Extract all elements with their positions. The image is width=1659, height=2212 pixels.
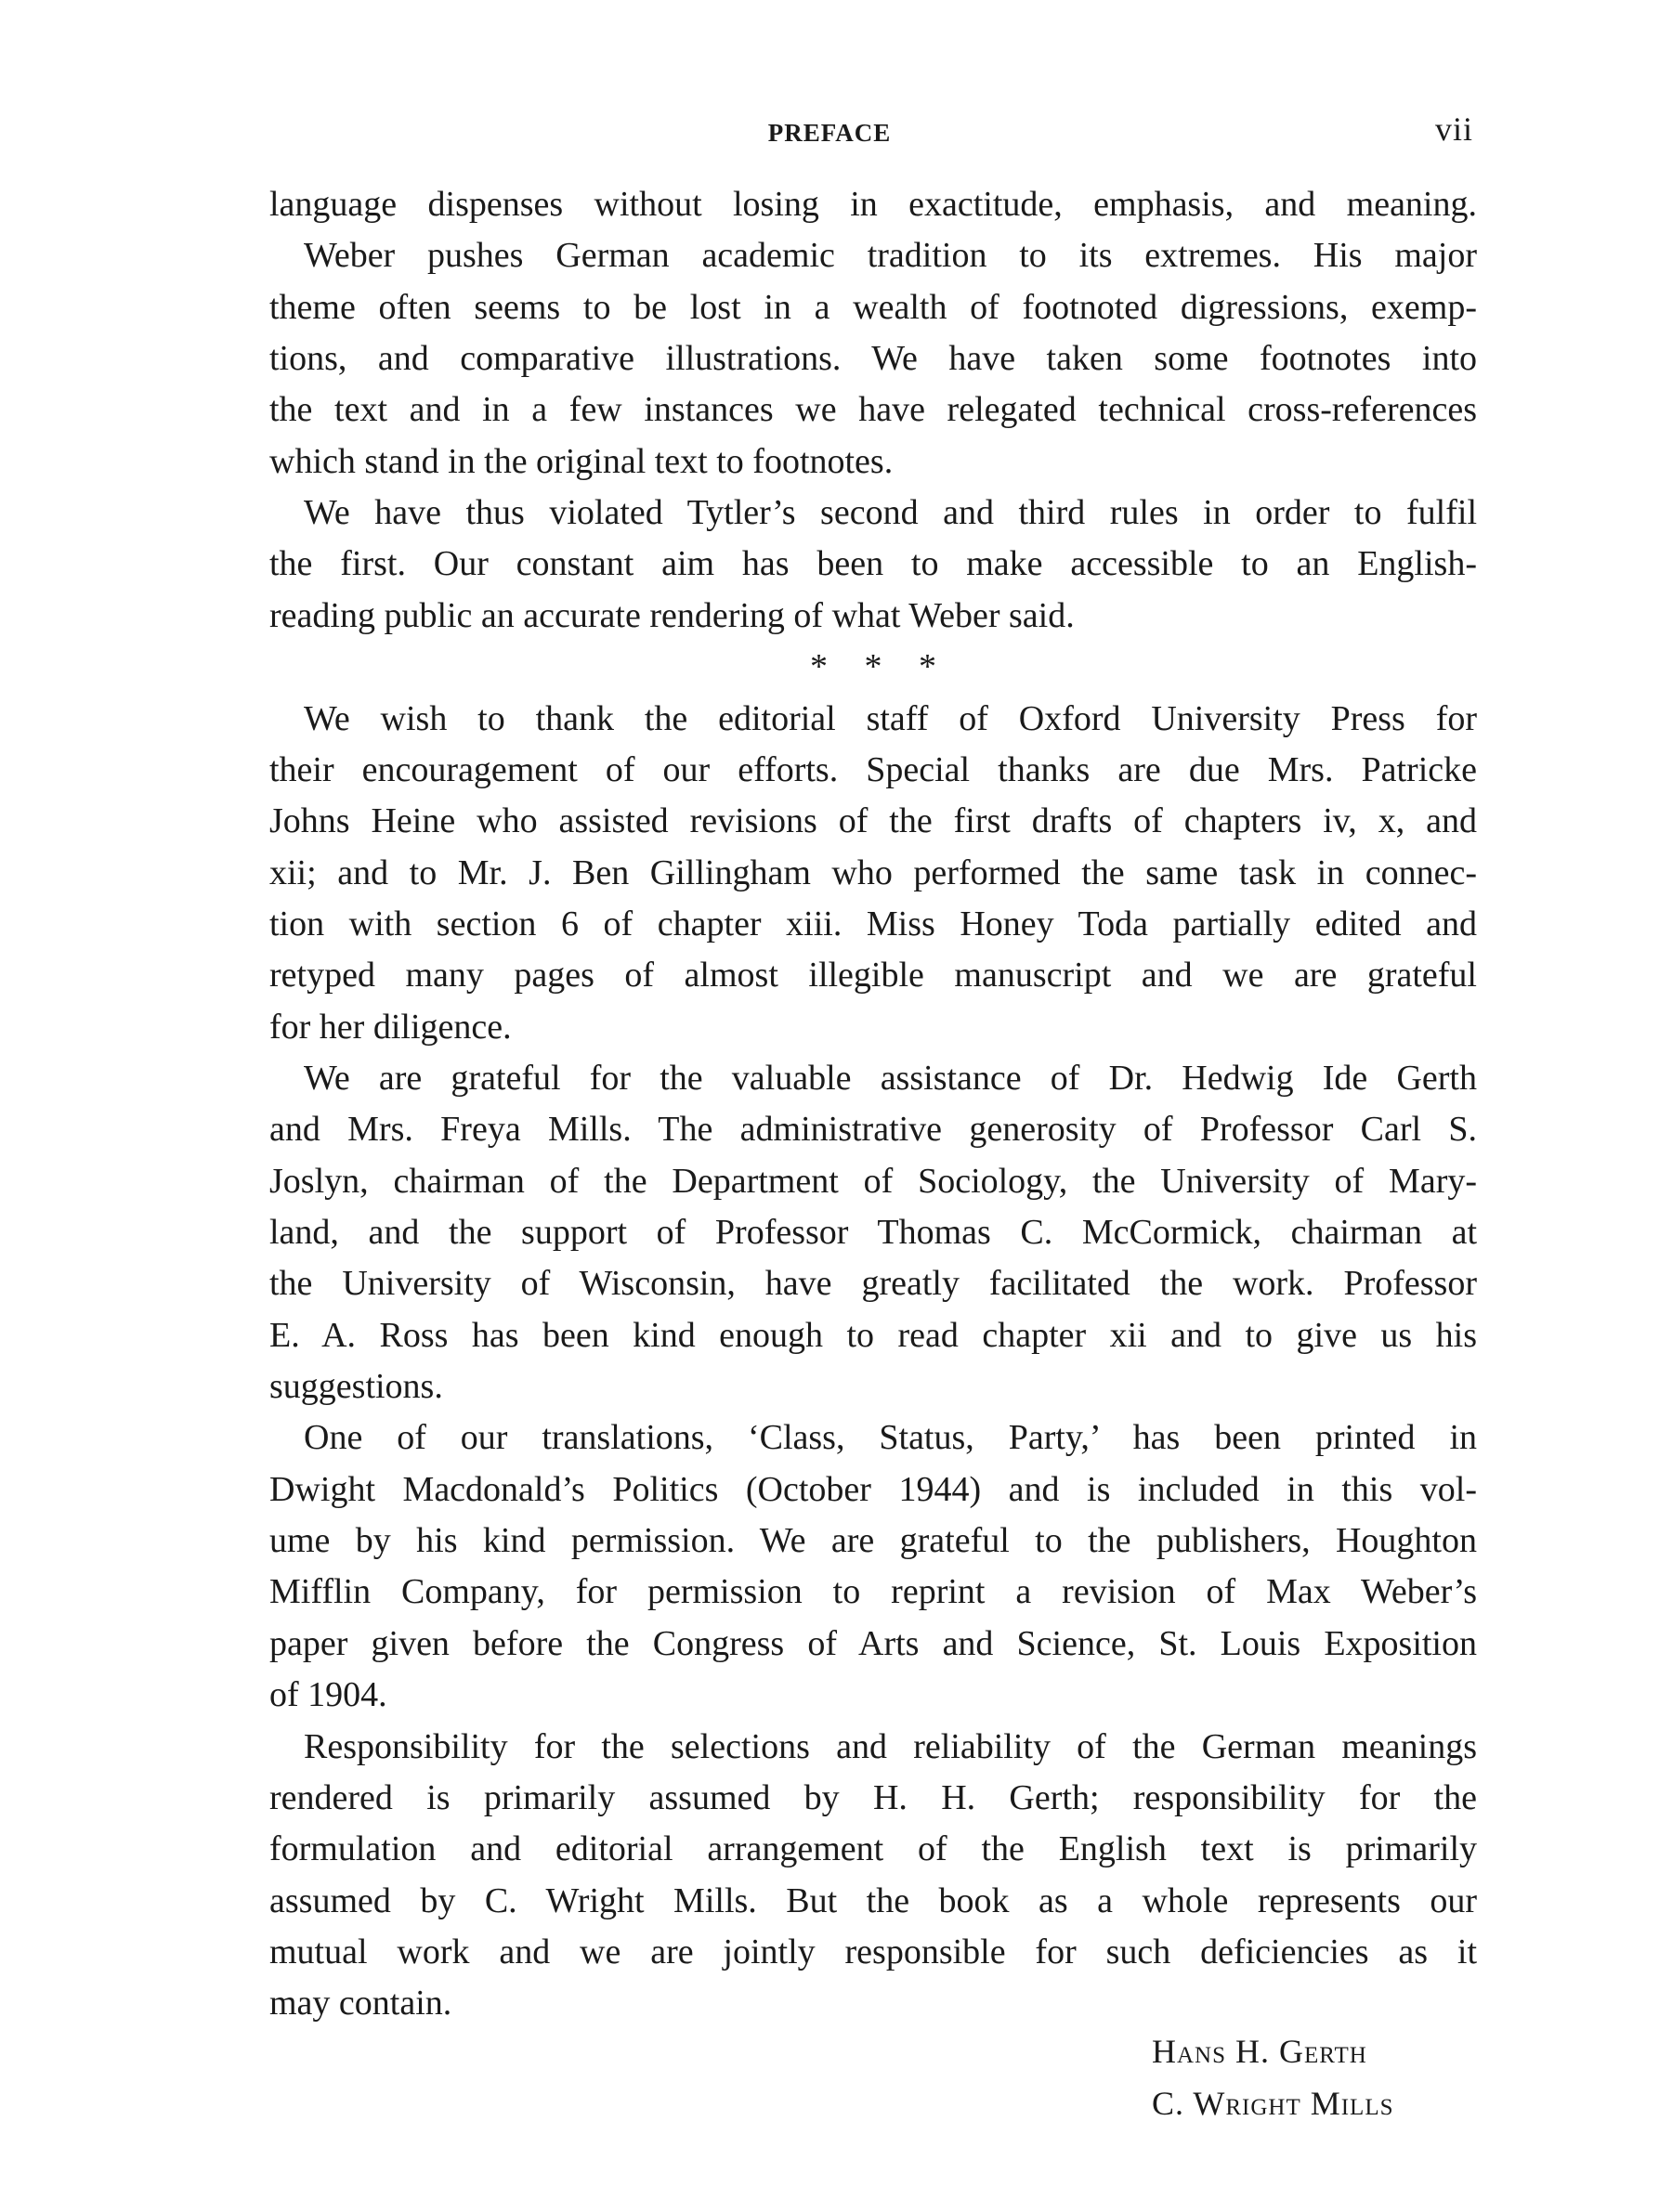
paragraph-line: suggestions. bbox=[269, 1367, 443, 1406]
paragraph-line: may contain. bbox=[269, 1984, 452, 2023]
paragraph-line: of 1904. bbox=[269, 1675, 387, 1714]
paragraph-line: tion with section 6 of chapter xiii. Miss Honey Toda partially edited and bbox=[269, 904, 1477, 943]
paragraph-line: Dwight Macdonald’s Politics (October 1944) and is included in this vol- bbox=[269, 1470, 1477, 1509]
paragraph-first-line: language dispenses without losing in exactitude, emphasis, and meaning. bbox=[269, 185, 1477, 224]
paragraph-line: and Mrs. Freya Mills. The administrative generosity of Professor Carl S. bbox=[269, 1110, 1477, 1149]
paragraph-first-line: Responsibility for the selections and reliability of the German meanings bbox=[304, 1727, 1477, 1766]
paragraph-line: E. A. Ross has been kind enough to read chapter xii and to give us his bbox=[269, 1316, 1477, 1355]
paragraph-line: which stand in the original text to footnotes. bbox=[269, 442, 894, 481]
paragraph-line: xii; and to Mr. J. Ben Gillingham who performed the same task in connec- bbox=[269, 853, 1477, 892]
page-number: vii bbox=[1435, 111, 1474, 148]
paragraph-line: reading public an accurate rendering of what Weber said. bbox=[269, 596, 1075, 635]
paragraph-first-line: We wish to thank the editorial staff of Oxford University Press for bbox=[304, 699, 1477, 738]
paragraph-first-line: We have thus violated Tytler’s second and third rules in order to fulfil bbox=[304, 493, 1477, 532]
paragraph-line: land, and the support of Professor Thomas C. McCormick, chairman at bbox=[269, 1213, 1477, 1252]
paragraph-line: Johns Heine who assisted revisions of the first drafts of chapters iv, x, and bbox=[269, 801, 1477, 840]
running-head: PREFACE bbox=[767, 119, 892, 147]
signature-gerth: Hans H. Gerth bbox=[1152, 2033, 1367, 2070]
paragraph-line: formulation and editorial arrangement of the English text is primarily bbox=[269, 1829, 1477, 1868]
paragraph-line: retyped many pages of almost illegible manuscript and we are grateful bbox=[269, 956, 1477, 995]
paragraph-line: Joslyn, chairman of the Department of Sociology, the University of Mary- bbox=[269, 1162, 1477, 1201]
paragraph-line: assumed by C. Wright Mills. But the book as a whole represents our bbox=[269, 1881, 1477, 1920]
paragraph-line: mutual work and we are jointly responsible for such deficiencies as it bbox=[269, 1932, 1477, 1971]
paragraph-line: theme often seems to be lost in a wealth of footnoted digressions, exemp- bbox=[269, 288, 1477, 327]
signature-mills: C. Wright Mills bbox=[1152, 2085, 1394, 2122]
paragraph-first-line: Weber pushes German academic tradition to its extremes. His major bbox=[304, 236, 1477, 275]
paragraph-line: the text and in a few instances we have relegated technical cross-references bbox=[269, 390, 1477, 429]
paragraph-line: for her diligence. bbox=[269, 1008, 512, 1047]
paragraph-first-line: We are grateful for the valuable assistance of Dr. Hedwig Ide Gerth bbox=[304, 1059, 1477, 1098]
paragraph-line: their encouragement of our efforts. Special thanks are due Mrs. Patricke bbox=[269, 750, 1477, 789]
paragraph-line: tions, and comparative illustrations. We have taken some footnotes into bbox=[269, 339, 1477, 378]
section-break: * * * bbox=[810, 647, 936, 686]
paragraph-first-line: One of our translations, ‘Class, Status, Party,’ has been printed in bbox=[304, 1418, 1477, 1457]
paragraph-line: Mifflin Company, for permission to reprint a revision of Max Weber’s bbox=[269, 1572, 1477, 1611]
paragraph-line: the first. Our constant aim has been to make accessible to an English- bbox=[269, 544, 1477, 583]
paragraph-line: ume by his kind permission. We are grateful to the publishers, Houghton bbox=[269, 1521, 1477, 1560]
paragraph-line: paper given before the Congress of Arts and Science, St. Louis Exposition bbox=[269, 1624, 1477, 1663]
paragraph-line: rendered is primarily assumed by H. H. Gerth; responsibility for the bbox=[269, 1778, 1477, 1817]
paragraph-line: the University of Wisconsin, have greatly facilitated the work. Professor bbox=[269, 1264, 1477, 1303]
